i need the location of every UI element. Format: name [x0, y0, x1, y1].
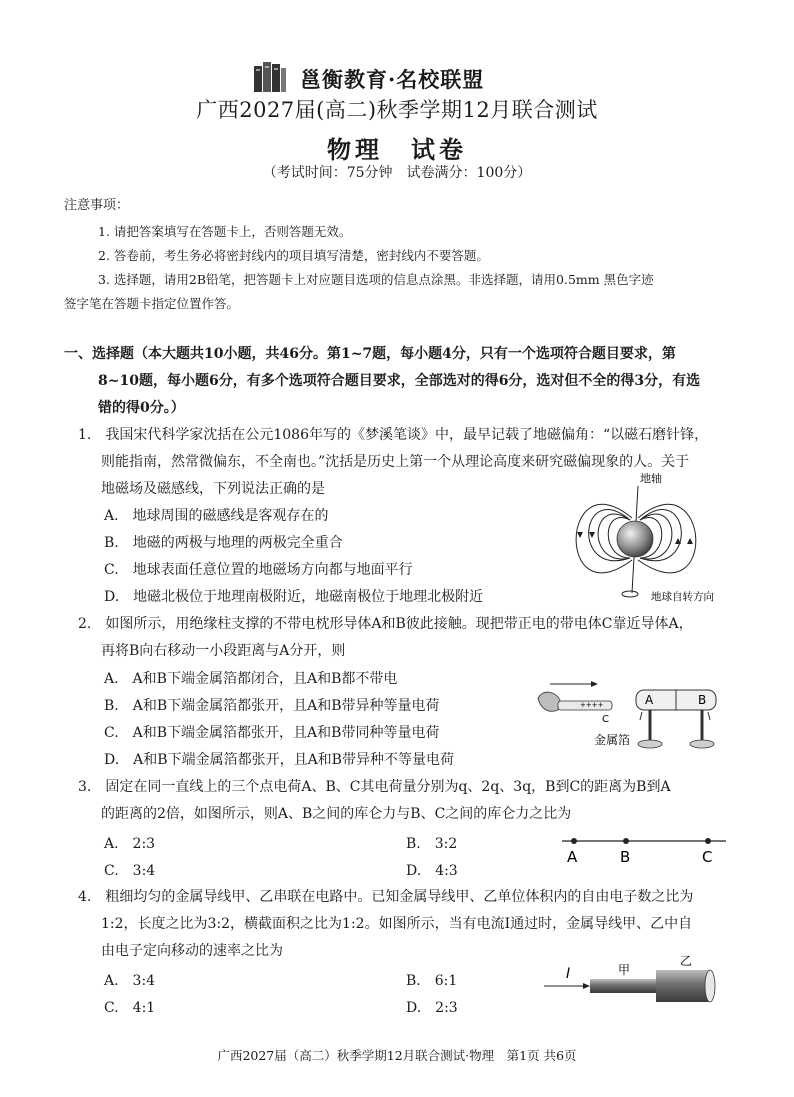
rotation-label: 地球自转方向 — [651, 591, 714, 603]
question-4-option-c: C. 4:1 — [104, 1000, 156, 1016]
wire-jia-label: 甲 — [618, 963, 631, 977]
question-3-option-a: A. 2:3 — [104, 836, 156, 852]
question-2-option-d: D. A和B下端金属箔都张开，且A和B带异种不等量电荷 — [104, 752, 454, 768]
note-item-continuation: 签字笔在答题卡指定位置作答。 — [64, 296, 240, 311]
question-2-option-c: C. A和B下端金属箔都张开，且A和B带同种等量电荷 — [104, 725, 440, 741]
foil-label: 金属箔 — [594, 733, 631, 747]
question-3-option-c: C. 3:4 — [104, 863, 156, 879]
wires-figure — [540, 954, 720, 1010]
earth-magnetic-field-figure — [560, 468, 760, 610]
conductor-figure — [530, 676, 730, 756]
question-3-option-d: D. 4:3 — [406, 863, 458, 879]
question-4-stem-line: 1:2，长度之比为3:2，横截面积之比为1:2。如图所示，当有电流I通过时，金属导线甲、乙中自 — [101, 916, 693, 932]
question-1-option-c: C. 地球表面任意位置的地磁场方向都与地面平行 — [104, 562, 413, 578]
question-2-stem-line: 再将B向右移动一小段距离与A分开，则 — [101, 643, 346, 659]
charged-body-c: C — [602, 714, 609, 725]
question-1-option-b: B. 地磁的两极与地理的两极完全重合 — [104, 535, 343, 551]
note-item: 3. 选择题，请用2B铅笔，把答题卡上对应题目选项的信息点涂黑。非选择题，请用0.5mm 黑色字迹 — [98, 272, 654, 287]
question-1-stem-line: 则能指南，然常微偏东，不全南也。”沈括是历史上第一个从理论高度来研究磁偏现象的人。关于 — [101, 454, 690, 470]
exam-info: （考试时间：75分钟 试卷满分：100分） — [262, 165, 532, 181]
question-1-stem-line: 地磁场及磁感线，下列说法正确的是 — [101, 481, 325, 497]
charge-b-label: B — [620, 848, 631, 866]
question-4-stem: 4. 粗细均匀的金属导线甲、乙串联在电路中。已知金属导线甲、乙单位体积内的自由电子数之比为 — [78, 889, 694, 905]
question-3-stem: 3. 固定在同一直线上的三个点电荷A、B、C其电荷量分别为q、2q、3q，B到C的距离为B到A — [78, 779, 671, 795]
charge-c-label: C — [702, 848, 713, 866]
question-4-stem-line: 由电子定向移动的速率之比为 — [101, 943, 283, 959]
conductor-b-label: B — [698, 693, 707, 707]
question-3-stem-line: 的距离的2倍，如图所示，则A、B之间的库仑力与B、C之间的库仑力之比为 — [101, 806, 572, 822]
question-3-option-b: B. 3:2 — [406, 836, 458, 852]
section-heading: 一、选择题（本大题共10小题，共46分。第1~7题，每小题4分，只有一个选项符合题目要求，第 — [64, 346, 676, 362]
exam-title: 广西2027届(高二)秋季学期12月联合测试 — [196, 98, 598, 122]
question-4-option-d: D. 2:3 — [406, 1000, 458, 1016]
question-2-option-b: B. A和B下端金属箔都张开，且A和B带异种等量电荷 — [104, 698, 440, 714]
section-heading-line: 8~10题，每小题6分，有多个选项符合题目要求，全部选对的得6分，选对但不全的得3分，有选 — [98, 373, 701, 389]
section-heading-line: 错的得0分。） — [98, 400, 185, 416]
school-logo — [252, 60, 288, 94]
question-1-option-a: A. 地球周围的磁感线是客观存在的 — [104, 508, 329, 524]
conductor-a-label: A — [645, 693, 654, 707]
page-footer: 广西2027届（高二）秋季学期12月联合测试·物理 第1页 共6页 — [217, 1048, 577, 1063]
brand-name: 邕衡教育·名校联盟 — [300, 67, 485, 92]
svg-text:++++: ++++ — [580, 701, 604, 709]
axis-label: 地轴 — [640, 472, 662, 485]
point-charges-figure — [560, 832, 730, 868]
subject-title: 物理 试卷 — [327, 135, 467, 164]
current-label: I — [566, 966, 571, 982]
question-2-option-a: A. A和B下端金属箔都闭合，且A和B都不带电 — [104, 671, 398, 687]
question-1-stem: 1. 我国宋代科学家沈括在公元1086年写的《梦溪笔谈》中，最早记载了地磁偏角：“以磁石磨针锋， — [78, 427, 709, 443]
question-1-option-d: D. 地磁北极位于地理南极附近，地磁南极位于地理北极附近 — [104, 589, 484, 605]
question-4-option-b: B. 6:1 — [406, 973, 458, 989]
note-item: 1. 请把答案填写在答题卡上，否则答题无效。 — [98, 224, 352, 239]
wire-yi-label: 乙 — [680, 954, 693, 968]
charge-a-label: A — [567, 848, 578, 866]
question-2-stem: 2. 如图所示，用绝缘柱支撑的不带电枕形导体A和B彼此接触。现把带正电的带电体C靠近导体A， — [78, 616, 693, 632]
question-4-option-a: A. 3:4 — [104, 973, 156, 989]
notes-title: 注意事项： — [64, 198, 130, 213]
note-item: 2. 答卷前，考生务必将密封线内的项目填写清楚，密封线内不要答题。 — [98, 248, 489, 263]
